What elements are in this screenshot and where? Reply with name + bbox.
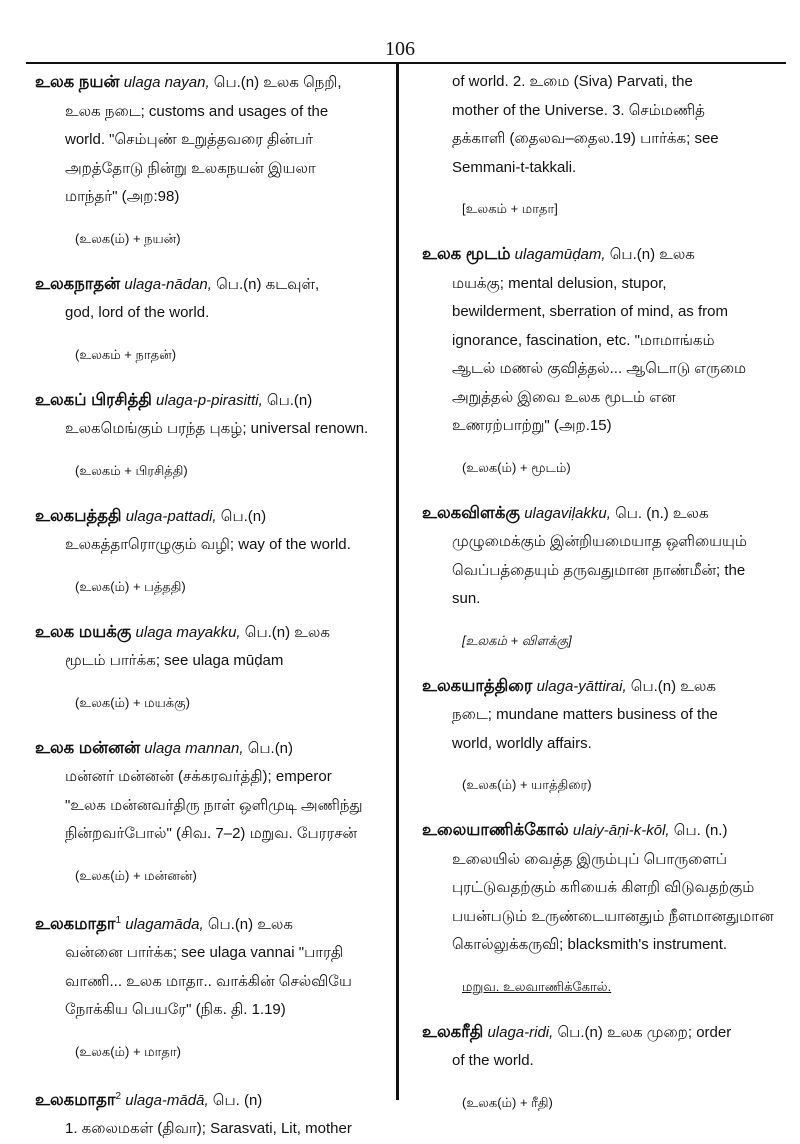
definition-line: வன்னை பார்க்க; see ulaga vannai "பாரதி (65, 944, 344, 961)
part-of-speech: பெ.(n) உலக (630, 677, 716, 695)
right-column (422, 68, 774, 1134)
headword: உலகவிளக்கு (422, 503, 521, 522)
definition-line: பயன்படும் உருண்டையானதும் நீளமானதுமான (452, 907, 774, 925)
entry-first-line (422, 240, 774, 270)
entry-continuation-lines (422, 68, 774, 182)
entry-first-line (422, 499, 774, 529)
cross-reference: மறுவ. உலவாணிக்கோல். (462, 978, 612, 994)
definition-line: மூடம் பார்க்க; see ulaga mūḍam (65, 652, 284, 669)
transliteration: ulaga-ridi, (487, 1023, 554, 1041)
headword: உலக மயக்கு (35, 622, 132, 641)
part-of-speech: பெ.(n) கடவுள், (216, 275, 320, 293)
definition-line: நின்றவர்போல்" (சிவ. 7–2) மறுவ. பேரரசன் (65, 825, 358, 842)
dictionary-entry (422, 1018, 774, 1076)
definition-line: தக்காளி (தைலவ–தைல.19) பார்க்க; see (452, 130, 719, 147)
transliteration: ulaga-nādan, (124, 275, 212, 293)
part-of-speech: பெ.(n) உலக (207, 915, 293, 933)
definition-line: world. "செம்புண் உறுத்தவரை தின்பர் (65, 131, 313, 148)
headword: உலகமாதா (35, 914, 116, 933)
etymology: (உலக(ம்) + மூடம்) (462, 459, 571, 475)
definition-line: மயக்கு; mental delusion, stupor, (452, 274, 667, 292)
entry-first-line (422, 1018, 774, 1048)
definition-line: மாந்தர்" (அற:98) (65, 188, 180, 205)
part-of-speech: பெ.(n) (266, 391, 313, 409)
entry-first-line (35, 907, 391, 940)
etymology: (உலக(ம்) + மயக்கு) (75, 694, 190, 710)
transliteration: ulaiy-āṇi-k-kōl, (572, 822, 670, 839)
etymology: (உலகம் + நாதன்) (75, 346, 177, 362)
sense-number: 1 (115, 914, 122, 926)
definition-line: புரட்டுவதற்கும் கரியைக் கிளறி விடுவதற்கும் (452, 879, 755, 896)
entry-first-line (35, 68, 391, 98)
definition-line: உலகமெங்கும் பரந்த புகழ்; universal renown. (65, 420, 369, 437)
definition-line: வெப்பத்தையும் தருவதுமான நாண்மீன்; the (452, 561, 746, 579)
etymology: (உலக(ம்) + மன்னன்) (75, 867, 197, 883)
definition-line: உலகத்தாரொழுகும் வழி; way of the world. (65, 536, 351, 553)
dictionary-entry (35, 907, 391, 1025)
dictionary-entry (35, 618, 391, 676)
definition-line: of the world. (452, 1052, 534, 1069)
part-of-speech: பெ.(n) (247, 739, 294, 757)
entry-first-line (422, 816, 774, 846)
part-of-speech: பெ.(n) உலக முறை; order (557, 1023, 732, 1041)
definition-line: Semmani-t-takkali. (452, 158, 577, 176)
definition-line: of world. 2. உமை (Siva) Parvati, the (452, 73, 693, 90)
entry-continuation (422, 68, 774, 182)
transliteration: ulagamāda, (125, 915, 204, 933)
dictionary-entry (422, 816, 774, 960)
dictionary-entry (35, 68, 391, 212)
definition-line: god, lord of the world. (65, 304, 210, 321)
headword: உலக மூடம் (422, 245, 511, 263)
headword: உலகபத்ததி (35, 506, 122, 525)
etymology: (உலக(ம்) + நயன்) (75, 230, 181, 246)
definition-line: 1. கலைமகள் (திவா); Sarasvati, Lit, mother (65, 1120, 352, 1137)
definition-line: அறுத்தல் இவை உலக மூடம் என (452, 388, 676, 406)
definition-line: உலக நடை; customs and usages of the (65, 102, 329, 120)
transliteration: ulagaviḷakku, (524, 504, 611, 522)
part-of-speech: பெ.(n) உலக (244, 623, 330, 641)
headword: உலகயாத்திரை (422, 676, 533, 695)
definition-line: world, worldly affairs. (452, 734, 592, 752)
etymology: [உலகம் + விளக்கு] (462, 632, 572, 648)
headword: உலையாணிக்கோல் (422, 821, 569, 839)
dictionary-entry (35, 1083, 391, 1144)
definition-line: ignorance, fascination, etc. "மாமாங்கம் (452, 331, 715, 349)
definition-line: ஆடல் மணல் குவித்தல்... ஆடொடு எருமை (452, 360, 747, 377)
column-divider (396, 64, 399, 1100)
definition-line: மன்னர் மன்னன் (சக்கரவர்த்தி); emperor (65, 768, 332, 785)
dictionary-entry (422, 499, 774, 614)
part-of-speech: பெ. (n.) (673, 822, 728, 839)
headword: உலக நயன் (35, 73, 120, 91)
dictionary-entry (35, 386, 391, 444)
page-number: 106 (385, 38, 415, 60)
etymology (422, 978, 774, 996)
dictionary-entry (422, 672, 774, 759)
entry-first-line (35, 618, 391, 648)
transliteration: ulaga-mādā, (125, 1091, 209, 1109)
definition-line: உலையில் வைத்த இரும்புப் பொருளைப் (452, 850, 728, 868)
header-rule (26, 62, 786, 64)
entry-first-line (35, 502, 391, 532)
definition-line: "உலக மன்னவர்திரு நாள் ஒளிமுடி அணிந்து (65, 796, 363, 814)
definition-line: mother of the Universe. 3. செம்மணித் (452, 101, 705, 119)
left-column (35, 68, 391, 1144)
definition-line: வாணி... உலக மாதா.. வாக்கின் செல்வியே (65, 972, 352, 990)
definition-line: sun. (452, 590, 481, 607)
etymology: (உலக(ம்) + பத்ததி) (75, 578, 186, 594)
dictionary-entry (35, 502, 391, 560)
definition-line: உணரற்பாற்று" (அற.15) (452, 417, 612, 434)
part-of-speech: பெ.(n) உலக நெறி, (213, 74, 342, 91)
part-of-speech: பெ. (n) (212, 1091, 263, 1109)
dictionary-entry (35, 734, 391, 849)
headword: உலகப் பிரசித்தி (35, 390, 152, 409)
entry-first-line (422, 672, 774, 702)
entry-first-line (35, 270, 391, 300)
dictionary-entry (422, 240, 774, 441)
entry-first-line (35, 1083, 391, 1116)
transliteration: ulaga mayakku, (135, 623, 241, 641)
etymology: (உலக(ம்) + மாதா) (75, 1043, 182, 1059)
transliteration: ulagamūḍam, (514, 246, 606, 263)
etymology: (உலக(ம்) + ரீதி) (462, 1094, 553, 1110)
definition-line: நடை; mundane matters business of the (452, 706, 718, 723)
headword: உலகமாதா (35, 1090, 116, 1109)
entry-first-line (35, 734, 391, 764)
headword: உலக மன்னன் (35, 738, 141, 757)
etymology: (உலக(ம்) + யாத்திரை) (462, 777, 592, 792)
transliteration: ulaga nayan, (123, 74, 210, 91)
entry-first-line (35, 386, 391, 416)
definition-line: நோக்கிய பெயரே" (நிக. தி. 1.19) (65, 1001, 286, 1018)
headword: உலகரீதி (422, 1022, 484, 1041)
definition-line: கொல்லுக்கருவி; blacksmith's instrument. (452, 936, 728, 953)
dictionary-entry (35, 270, 391, 328)
definition-line: முழுமைக்கும் இன்றியமையாத ஒளியையும் (452, 533, 747, 550)
sense-number: 2 (115, 1090, 122, 1102)
part-of-speech: பெ. (n.) உலக (615, 504, 709, 522)
definition-line: அறத்தோடு நின்று உலகநயன் இயலா (65, 159, 316, 177)
headword: உலகநாதன் (35, 274, 121, 293)
etymology: [உலகம் + மாதா] (462, 201, 558, 216)
etymology: (உலகம் + பிரசித்தி) (75, 462, 188, 478)
transliteration: ulaga mannan, (144, 739, 244, 757)
transliteration: ulaga-yāttirai, (536, 677, 627, 695)
definition-line: bewilderment, sberration of mind, as from (452, 303, 728, 320)
part-of-speech: பெ.(n) உலக (609, 246, 695, 263)
transliteration: ulaga-p-pirasitti, (156, 391, 263, 409)
part-of-speech: பெ.(n) (220, 507, 267, 525)
transliteration: ulaga-pattadi, (125, 507, 217, 525)
